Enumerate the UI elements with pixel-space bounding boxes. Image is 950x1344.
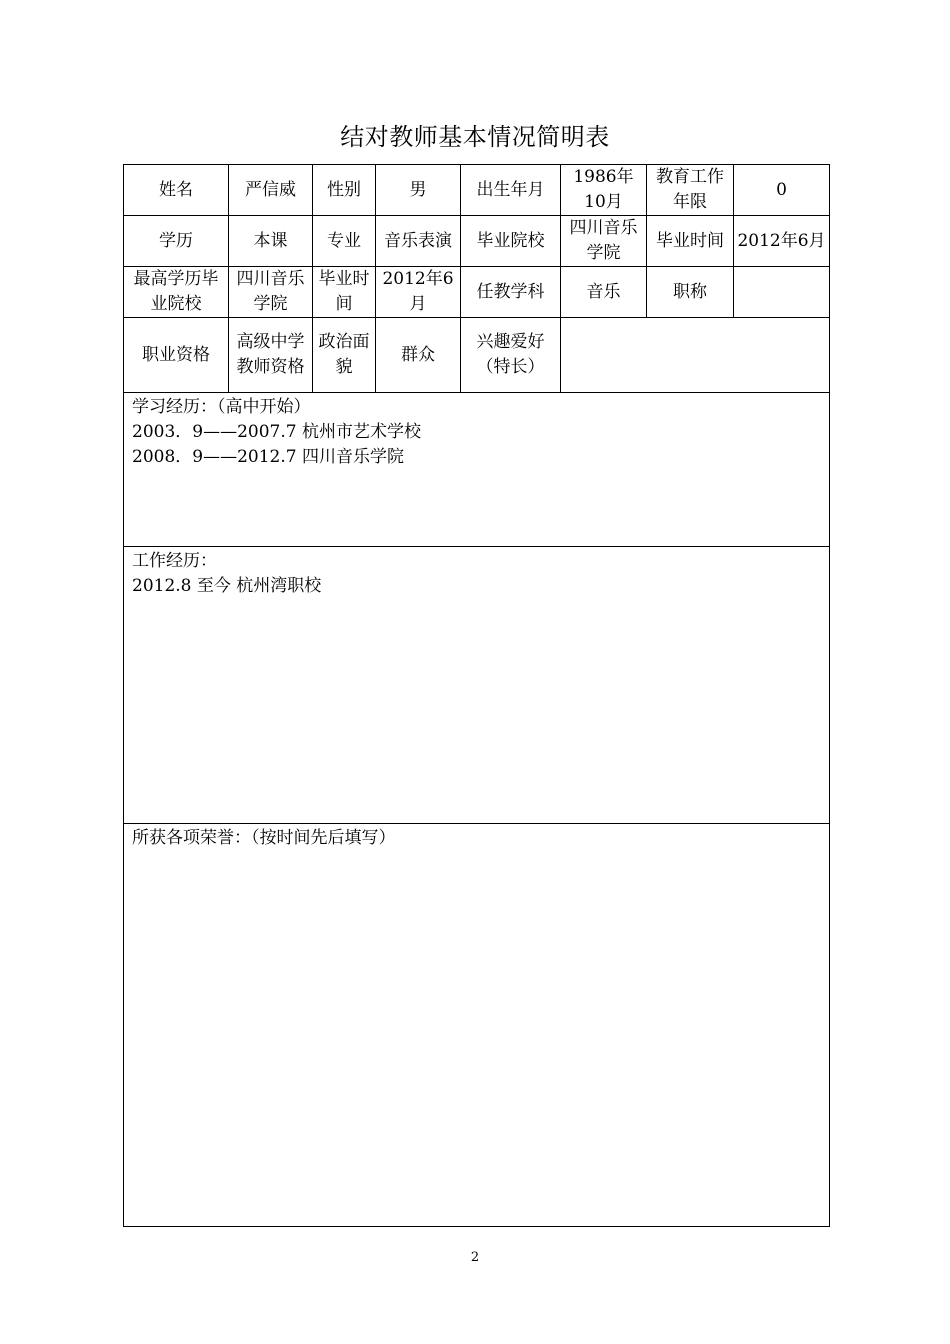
work-history-section — [124, 547, 830, 824]
honors-title: 所获各项荣誉：（按时间先后填写） — [132, 828, 396, 848]
teaching-years-label: 教育工作年限 — [647, 165, 734, 216]
birth-label: 出生年月 — [461, 165, 561, 216]
qualification-label: 职业资格 — [124, 318, 229, 393]
table-row — [124, 165, 830, 216]
table-row — [124, 824, 830, 1227]
teaching-years-value: 0 — [734, 165, 830, 216]
education-value: 本课 — [229, 216, 313, 267]
subject-value: 音乐 — [561, 267, 647, 318]
highest-graduation-label: 毕业时间 — [313, 267, 376, 318]
gender-label: 性别 — [313, 165, 376, 216]
highest-school-label: 最高学历毕业院校 — [124, 267, 229, 318]
table-row — [124, 547, 830, 824]
table-row — [124, 318, 830, 393]
hobbies-value — [561, 318, 830, 393]
page-number: 2 — [470, 1250, 480, 1265]
highest-graduation-value: 2012年6月 — [376, 267, 461, 318]
study-history-title: 学习经历：（高中开始） — [132, 397, 311, 417]
title-value — [734, 267, 830, 318]
study-history-line: 2003．9——2007.7 杭州市艺术学校 — [132, 422, 421, 442]
name-value: 严信威 — [229, 165, 313, 216]
subject-label: 任教学科 — [461, 267, 561, 318]
hobbies-label: 兴趣爱好（特长） — [461, 318, 561, 393]
school-value: 四川音乐学院 — [561, 216, 647, 267]
highest-school-value: 四川音乐学院 — [229, 267, 313, 318]
major-label: 专业 — [313, 216, 376, 267]
graduation-time-value: 2012年6月 — [734, 216, 830, 267]
gender-value: 男 — [376, 165, 461, 216]
political-status-label: 政治面貌 — [313, 318, 376, 393]
political-status-value: 群众 — [376, 318, 461, 393]
work-history-title: 工作经历： — [132, 551, 217, 571]
study-history-line: 2008．9——2012.7 四川音乐学院 — [132, 447, 404, 467]
page-title: 结对教师基本情况简明表 — [340, 123, 610, 151]
name-label: 姓名 — [124, 165, 229, 216]
honors-section — [124, 824, 830, 1227]
title-label: 职称 — [647, 267, 734, 318]
table-row — [124, 267, 830, 318]
work-history-line: 2012.8 至今 杭州湾职校 — [132, 576, 322, 596]
qualification-value: 高级中学教师资格 — [229, 318, 313, 393]
graduation-time-label: 毕业时间 — [647, 216, 734, 267]
table-row — [124, 216, 830, 267]
education-label: 学历 — [124, 216, 229, 267]
birth-value: 1986年10月 — [561, 165, 647, 216]
table-row — [124, 393, 830, 547]
study-history-section — [124, 393, 830, 547]
teacher-info-table — [123, 164, 830, 1227]
school-label: 毕业院校 — [461, 216, 561, 267]
major-value: 音乐表演 — [376, 216, 461, 267]
